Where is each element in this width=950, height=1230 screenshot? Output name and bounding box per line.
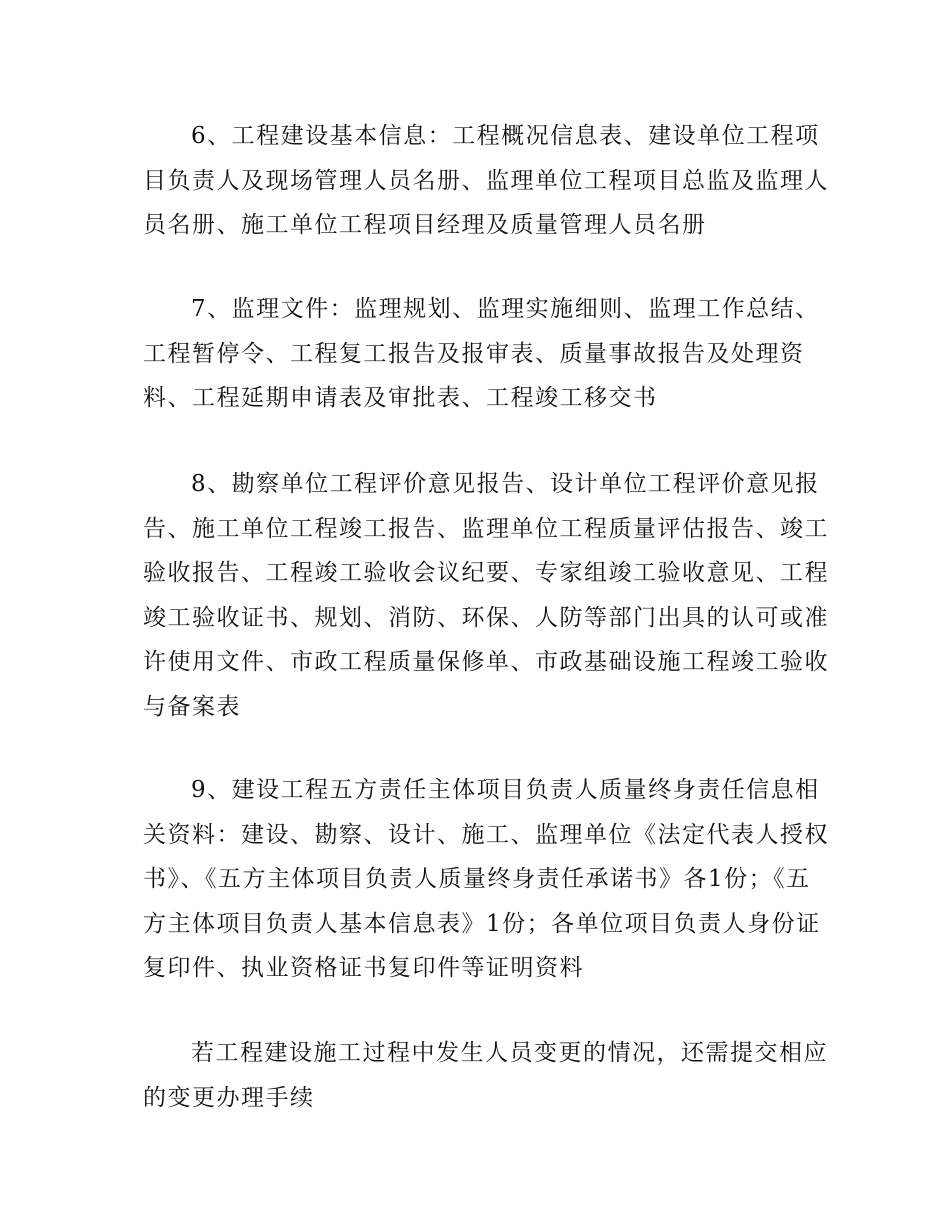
paragraph-item-9: 9、建设工程五方责任主体项目负责人质量终身责任信息相关资料：建设、勘察、设计、施工、监理单位《法定代表人授权书》、《五方主体项目负责人质量终身责任承诺书》各1份；《五方主体项目负责人基本信息表》1份；各单位项目负责人身份证复印件、执业资格证书复印件等证明资料: [143, 777, 829, 981]
paragraph-item-8: 8、勘察单位工程评价意见报告、设计单位工程评价意见报告、施工单位工程竣工报告、监理单位工程质量评估报告、竣工验收报告、工程竣工验收会议纪要、专家组竣工验收意见、工程竣工验收证书、规划、消防、环保、人防等部门出具的认可或准许使用文件、市政工程质量保修单、市政基础设施工程竣工验收与备案表: [143, 471, 829, 720]
paragraph-item-7: 7、监理文件：监理规划、监理实施细则、监理工作总结、工程暂停令、工程复工报告及报审表、质量事故报告及处理资料、工程延期申请表及审批表、工程竣工移交书: [143, 296, 820, 411]
paragraph-item-6: 6、工程建设基本信息：工程概况信息表、建设单位工程项目负责人及现场管理人员名册、监理单位工程项目总监及监理人员名册、施工单位工程项目经理及质量管理人员名册: [143, 123, 829, 238]
paragraph-note: 若工程建设施工过程中发生人员变更的情况，还需提交相应的变更办理手续: [143, 1040, 828, 1111]
